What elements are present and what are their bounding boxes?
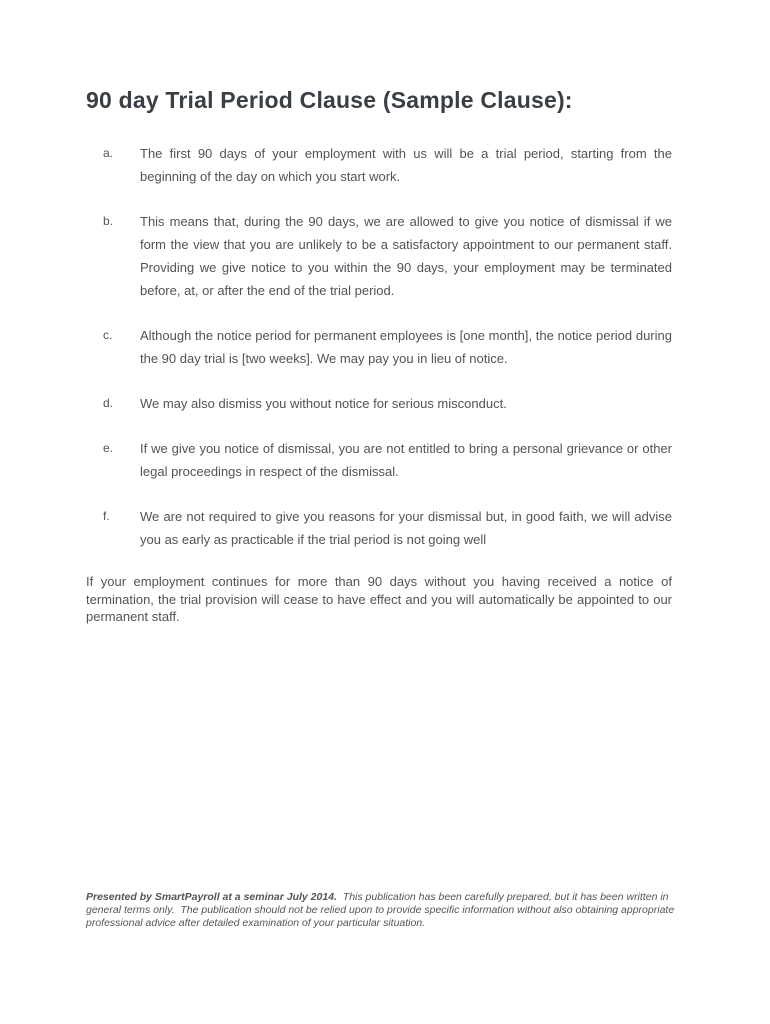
clause-letter: e. — [103, 441, 114, 455]
clause-letter: c. — [103, 328, 113, 342]
clause-text: The first 90 days of your employment with us will be a trial period, starting from the beginning of the day on which you start work. — [140, 146, 672, 184]
clause-item-c — [86, 324, 672, 370]
clause-item-e — [86, 437, 672, 483]
clause-text: This means that, during the 90 days, we are allowed to give you notice of dismissal if we form the view that you are unlikely to be a satisfactory appointment to our permanent staff. Providing we give notice to you within the 90 days, your employment may be terminated before, at, or after the end of the trial period. — [140, 214, 672, 298]
clause-item-b — [86, 210, 672, 302]
clause-item-a — [86, 142, 672, 188]
footer-presenter: Presented by SmartPayroll at a seminar July 2014. — [86, 891, 337, 903]
clause-letter: a. — [103, 146, 114, 160]
clause-text: We may also dismiss you without notice for serious misconduct. — [140, 396, 507, 411]
clause-letter: d. — [103, 396, 114, 410]
clause-item-d — [86, 392, 672, 415]
clause-letter: b. — [103, 214, 114, 228]
clause-list — [86, 142, 672, 551]
footer-disclaimer: This publication has been carefully prepared, but it has been written in general terms only. The publication should not be relied upon to provide specific information without also obtaining appropriate professional advice after detailed examination of your particular situation. — [86, 891, 678, 929]
clause-item-f — [86, 505, 672, 551]
closing-paragraph: If your employment continues for more than 90 days without you having received a notice of termination, the trial provision will cease to have effect and you will automatically be appointed to our permanent staff. — [86, 574, 672, 624]
page-title: 90 day Trial Period Clause (Sample Clause): — [86, 87, 573, 113]
clause-text: If we give you notice of dismissal, you are not entitled to bring a personal grievance or other legal proceedings in respect of the dismissal. — [140, 441, 672, 479]
clause-text: We are not required to give you reasons for your dismissal but, in good faith, we will advise you as early as practicable if the trial period is not going well — [140, 509, 672, 547]
page-footer — [86, 891, 683, 929]
clause-text: Although the notice period for permanent employees is [one month], the notice period during the 90 day trial is [two weeks]. We may pay you in lieu of notice. — [140, 328, 672, 366]
footer-text — [86, 891, 683, 929]
clause-letter: f. — [103, 509, 110, 523]
